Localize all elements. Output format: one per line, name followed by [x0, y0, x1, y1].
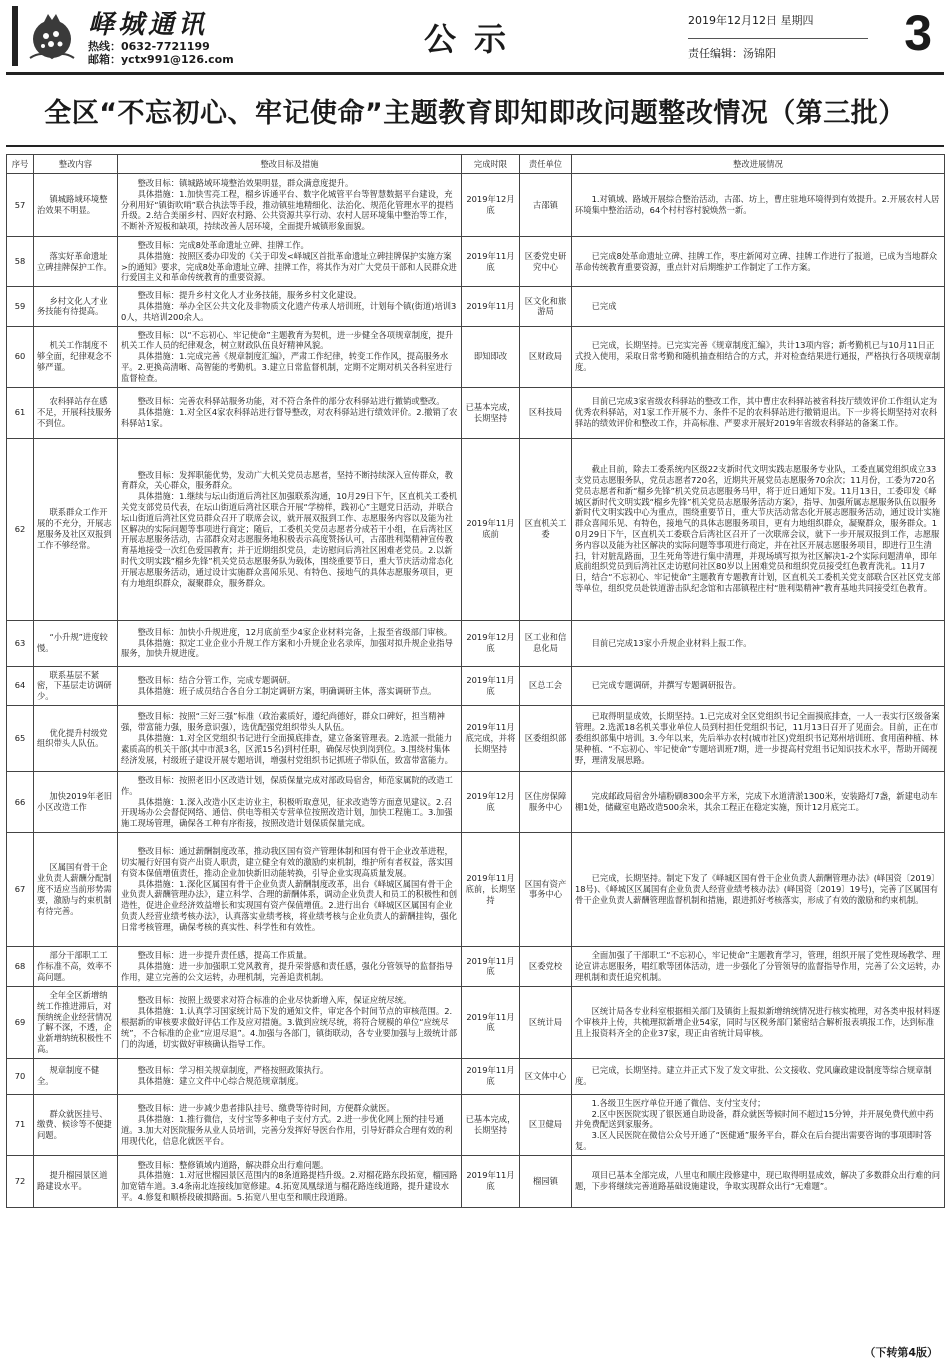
row-measures	[118, 620, 462, 666]
row-measures	[118, 1058, 462, 1094]
measure-line: 具体措施：建立文件中心综合规范规章制度。	[137, 1076, 304, 1087]
measure-line: 具体措施：1.完成完善《规章制度汇编》，严肃工作纪律，转变工作作风，提高服务水平。2.更换高清晰、高智能的考勤机。3.建立日常监督机制，定期不定期对机关各科室进行监督检查。	[121, 351, 453, 383]
progress-line: 全面加强了干部职工“不忘初心，牢记使命”主题教育学习，管理，组织开展了党性现场教学、理论宣讲志愿服务，唱红歌等团体活动，进一步强化了分管领导的监督指导作用，完善了公文运转，办理机制和责任追究机制。	[575, 950, 941, 982]
section-title: 公示	[424, 20, 525, 58]
row-measures	[118, 438, 462, 620]
row-index: 71	[7, 1094, 34, 1155]
row-content: 镇城路域环境整治效果不明显。	[34, 174, 118, 237]
row-timeline: 已基本完成，长期坚持	[462, 1094, 520, 1155]
row-progress	[572, 1058, 945, 1094]
table-row	[7, 287, 945, 326]
measure-line: 具体措施：1.对全区党组织书记进行全面摸底排查，建立备案管理表。2.选派一批能力素质高的机关干部(其中市派3名，区派15名)到村任职，确保尽快到岗到位。3.围绕村集体经济发展，村级班子建设开展专题培训，增强村党组织书记抓班子带队伍，致富带富能力。	[121, 733, 453, 765]
table-row	[7, 620, 945, 666]
row-unit: 区财政局	[520, 326, 572, 387]
responsible-editor: 责任编辑：汤锦阳	[688, 38, 868, 61]
paper-name: 峄城通讯	[88, 10, 209, 40]
progress-line: 已完成专题调研，并撰写专题调研报告。	[591, 680, 741, 691]
row-progress	[572, 237, 945, 287]
progress-line: 项目已基本全部完成，八里屯和顺庄段修建中，现已取得明显成效，解决了多数群众出行难的问题，下步将继续完善道路基础设施建设，争取实现群众出行“无难题”。	[575, 1170, 941, 1192]
row-timeline: 2019年11月底	[462, 666, 520, 705]
masthead	[6, 0, 944, 75]
measure-line: 具体措施：班子成员结合各自分工制定调研方案，明确调研主体，落实调研节点。	[137, 685, 437, 696]
measure-line: 整改目标：结合分管工作，完成专题调研。	[137, 674, 296, 685]
table-row	[7, 771, 945, 832]
measure-line: 具体措施：1.深化区属国有骨干企业负责人薪酬制度改革，出台《峄城区属国有骨干企业负责人薪酬管理办法》，建立科学、合理的薪酬体系，调动企业负责人和员工的积极性和创造性，促进企业经济效益增长和实现国有资产保值增值。2.进行出台《峄城区区属国有企业负责人经营业绩考核办法》，认真落实业绩考核，将业绩考核与企业负责人的薪酬挂钩，强化日常考核管理，确保考核的真实性、科学性和有效性。	[121, 878, 458, 932]
paper-contact	[88, 40, 234, 66]
row-content: 规章制度不健全。	[34, 1058, 118, 1094]
header-unit: 责任单位	[520, 155, 572, 174]
table-row	[7, 946, 945, 986]
row-measures	[118, 174, 462, 237]
measure-line: 整改目标：按照老旧小区改造计划，保质保量完成对部政局宿舍，师范家属院的改造工作。	[121, 774, 453, 796]
table-row	[7, 666, 945, 705]
table-row	[7, 326, 945, 387]
measure-line: 具体措施：1.推行微信，支付宝等多种电子支付方式。2.进一步优化网上预约挂号通道。3.加大对医院服务从业人员培训，完善分发挥好导医台作用，引导好群众合理有效的利用现代化，信息化就医平台。	[121, 1113, 453, 1146]
progress-line: 1.对镇域、路域开展综合整治活动，古邵、坊上，曹庄驻地环境得到有效提升。2.开展农村人居环境集中整治活动，64个村村容村貌焕然一新。	[575, 194, 940, 215]
row-progress	[572, 438, 945, 620]
measure-line: 整改目标：加快小升规进度，12月底前至少4家企业材料完备，上报至省级部门审核。	[137, 626, 453, 637]
row-unit: 区文体中心	[520, 1058, 572, 1094]
measure-line: 整改目标：按照上级要求对符合标准的企业尽快新增入库，保证应统尽统。	[137, 995, 412, 1006]
row-unit: 区住房保障服务中心	[520, 771, 572, 832]
measure-line: 具体措施：拟定工业企业小升规工作方案和小升规企业名录库，加强对拟升规企业指导服务，加快升规进度。	[121, 637, 453, 659]
row-timeline: 2019年12月底	[462, 771, 520, 832]
measure-line: 整改目标：通过薪酬制度改革，推动我区国有资产管理体制和国有骨干企业改革进程，切实履行好国有资产出资人职责，建立健全有效的激励约束机制，维护所有者权益，落实国有资本保值增值责任，推动企业加快新旧动能转换，引导企业实现高质量发展。	[121, 846, 453, 878]
rectification-table	[6, 154, 945, 1208]
row-index: 70	[7, 1058, 34, 1094]
row-progress	[572, 832, 945, 946]
progress-line: 已完成8处革命遗址立碑、挂牌工作，枣庄新闻对立碑、挂牌工作进行了报道，已成为当地群众革命传统教育重要资源，重点针对后期维护工作制定了工作方案。	[575, 250, 938, 272]
measure-line: 具体措施：1.继续与坛山街道后湾社区加强联系沟通，10月29日下午，区直机关工委机关党支部党员代表，在坛山街道后湾社区联合开展“学榜样，践初心”主题党日活动，并联合坛山街道后湾社区党员群众召开了联席会议，就开展双报到工作、志愿服务内容以及能为社区解决的实际问题等事项进行商定；随后，工委机关党员志愿者分成若干小组，在后湾社区开展志愿服务活动，古邵群众对志愿服务地积极表示高度赞扬认可，古邵胜利渠精神宣传教育基地接受一次红色爱国教育；并于近期组织党员，走访慰问后湾社区困难老党员。2.以新时代文明实践“榴乡先锋”机关党员志愿服务队为载体，围绕重要节日，重大节庆活动常态化开展志愿服务活动，通过设计实施群众喜闻乐见、有特色、接地气的具体志愿服务项目，更有力地组织群众，凝聚群众，服务群众。	[121, 491, 458, 588]
header-timeline: 完成时限	[462, 155, 520, 174]
progress-line: 区统计局各专业科室根据相关部门及镇街上报拟新增纳统情况进行核实梳理，对各类申报材料逐个审核并上传，共梳理拟新增企业54家，同时与区税务部门紧密结合解析报表填报工作，达到标准且上报资料齐全的企业37家，现正由省统计局审核。	[575, 1006, 941, 1038]
row-timeline: 即知即改	[462, 326, 520, 387]
header-progress: 整改进展情况	[572, 155, 945, 174]
row-unit: 区文化和旅游局	[520, 287, 572, 326]
row-progress	[572, 387, 945, 438]
table-row	[7, 986, 945, 1058]
row-index: 67	[7, 832, 34, 946]
measure-line: 具体措施：1.对全区4家农科驿站进行督导整改，对农科驿站进行绩效评价。2.撤销了农科驿站1家。	[121, 407, 458, 428]
row-measures	[118, 387, 462, 438]
row-progress	[572, 1094, 945, 1155]
measure-line: 整改目标：完成8处革命遗址立碑、挂牌工作。	[137, 240, 309, 250]
row-progress	[572, 986, 945, 1058]
row-timeline: 2019年11月底前，长期坚持	[462, 832, 520, 946]
measure-line: 整改目标：提升乡村文化人才业务技能，服务乡村文化建设。	[137, 290, 362, 301]
row-timeline: 2019年12月底	[462, 620, 520, 666]
row-content: 农科驿站存在感不足，开展科技服务不到位。	[34, 387, 118, 438]
hotline: 热线：0632-7721199	[88, 40, 210, 53]
measure-line: 整改目标：按照“三好三强”标准（政治素质好，遵纪尚德好，群众口碑好，担当精神强，带富能力强，服务意识强），选优配强党组织带头人队伍。	[121, 711, 445, 733]
row-index: 68	[7, 946, 34, 986]
header-content: 整改内容	[34, 155, 118, 174]
table-row	[7, 438, 945, 620]
table-row	[7, 387, 945, 438]
row-unit: 区委党校	[520, 946, 572, 986]
measure-line: 具体措施：1.对冠世榴园景区范围内的8条道路提档升级。2.对榴花路东段拓宽，榴园路加宽错车道。3.4条南北连接线加宽修建。4.拓宽凤凰绿道与榴花路连线道路，提升建设水平。4.修复和顺桥段破损路面。5.拓宽八里屯至和顺庄段道路。	[121, 1170, 458, 1202]
row-content: 区属国有骨干企业负责人薪酬分配制度不适应当前形势需要，激励与约束机制有待完善。	[34, 832, 118, 946]
row-index: 69	[7, 986, 34, 1058]
measure-line: 具体措施：举办全区公共文化及非物质文化遗产传承人培训班，计划每个镇(街道)培训30人，共培训200余人。	[121, 300, 457, 322]
row-index: 65	[7, 705, 34, 771]
measure-line: 整改目标：镇城路域环境整治效果明显，群众满意度提升。	[137, 178, 354, 188]
issue-date: 2019年12月12日 星期四	[688, 14, 814, 27]
row-index: 60	[7, 326, 34, 387]
row-measures	[118, 287, 462, 326]
row-measures	[118, 237, 462, 287]
progress-line: 目前已完成3家省级农科驿站的整改工作，其中曹庄农科驿站被省科技厅绩效评价工作组认定为优秀农科驿站，对1家工作开展不力、条件不足的农科驿站进行撤销退出。下一步将长期坚持对农科驿站的绩效评价和整改工作，并高标准、严要求开展好2019年省级农科驿站的备案工作。	[575, 396, 938, 428]
row-unit: 区统计局	[520, 986, 572, 1058]
measure-line: 具体措施：1.认真学习国家统计局下发的通知文件，审定各个时间节点的审核范围。2.根据新的审核要求做好评估工作及应对措施。3.做到应统尽统，将符合规模的单位“应统尽统”，不合标准的企业“应退尽退”。4.加强与各部门，镇街联动，各专业要加强与上级统计部门的沟通，切实做好审核确认指导工作。	[121, 1006, 458, 1049]
progress-line: 已完成，长期坚持。制定下发了《峄城区国有骨干企业负责人薪酬管理办法》(峄国资〔2019〕18号)、《峄城区区属国有企业负责人经营业绩考核办法》(峄国资〔2019〕19号)，完善了区属国有骨干企业负责人薪酬管理监督机制和措施，跟进抓好考核落实，形成了有效的激励和约束机制。	[575, 873, 940, 905]
row-progress	[572, 1155, 945, 1207]
row-measures	[118, 705, 462, 771]
row-progress	[572, 174, 945, 237]
row-measures	[118, 832, 462, 946]
row-unit: 区科技局	[520, 387, 572, 438]
row-unit: 区工业和信息化局	[520, 620, 572, 666]
email: 邮箱：yctx991@126.com	[88, 53, 234, 66]
pomegranate-emblem-icon	[24, 8, 80, 64]
headline	[6, 75, 944, 147]
row-content: 全年全区新增纳统工作推进滞后，对预纳统企业经营情况了解不深，不透，企业新增纳统积极性不高。	[34, 986, 118, 1058]
row-measures	[118, 326, 462, 387]
measure-line: 整改目标：学习相关规章制度，严格按照政策执行。	[137, 1065, 329, 1076]
row-measures	[118, 1094, 462, 1155]
row-content: 加快2019年老旧小区改造工作	[34, 771, 118, 832]
measure-line: 整改目标：进一步提升责任感，提高工作质量。	[137, 950, 312, 961]
row-unit: 区总工会	[520, 666, 572, 705]
row-progress	[572, 666, 945, 705]
measure-line: 具体措施：1.加快雪亮工程，榴乡诉通平台、数字化城管平台等智慧数据平台建设，充分利用好“镇街吹哨”联合执法等手段，推动镇驻地精细化、法治化、规范化管理水平的提档升级。2.结合美丽乡村、四好农村路、公共资源共享行动、农村人居环境集中整治等工作，不断补齐短板和缺项，持续改善人居环境，全面提升城镇形象面貌。	[121, 188, 454, 232]
row-timeline: 2019年11月底前	[462, 438, 520, 620]
measure-line: 整改目标：进一步减少患者排队挂号、缴费等待时间，方便群众就医。	[137, 1103, 395, 1114]
header-index: 序号	[7, 155, 34, 174]
row-progress	[572, 771, 945, 832]
table-body	[7, 174, 945, 1208]
progress-line: 已完成，长期坚持。已完实完善《规章制度汇编》，共计13项内容；新考勤机已与10月11日正式投入使用，采取日常考勤和随机抽查相结合的方式，并对检查结果进行通报，严格执行各项规章制度。	[575, 340, 941, 372]
row-content: 部分干部职工工作标准不高，效率不高问题。	[34, 946, 118, 986]
row-timeline: 2019年11月底	[462, 946, 520, 986]
row-progress	[572, 287, 945, 326]
row-timeline: 2019年12月底	[462, 174, 520, 237]
progress-line: 已完成	[591, 300, 617, 311]
row-index: 62	[7, 438, 34, 620]
measure-line: 整改目标：以“不忘初心、牢记使命”主题教育为契机，进一步健全各项规章制度，提升机关工作人员的纪律观念，树立财政队伍良好精神风貌。	[121, 329, 454, 351]
row-measures	[118, 986, 462, 1058]
progress-line: 2.区中医医院实现了银医通自助设备，群众就医等候时间不超过15分钟，并开展免费代煎中药并免费配送到家服务。	[575, 1108, 934, 1130]
row-timeline: 2019年11月底完成，并将长期坚持	[462, 705, 520, 771]
row-content: 提升榴园景区道路建设水平。	[34, 1155, 118, 1207]
row-progress	[572, 326, 945, 387]
row-content: 机关工作制度不够全面，纪律观念不够严谨。	[34, 326, 118, 387]
progress-line: 已取得明显成效，长期坚持。1.已完成对全区党组织书记全面摸底排查，一人一表实行区级备案管理。2.选派18名机关事业单位人员到村担任党组织书记，11月13日召开了见面会。目前，正在市委组织部集中培训。3.今年以来，先后举办农村(城市社区)党组织书记郑州培训班、食用菌种植、林果种植、“不忘初心、牢记使命”专题培训班7期，进一步提高村党组书记知识技术水平，帮助开阔视野，理清发展思路。	[575, 711, 940, 765]
table-header-row	[7, 155, 945, 174]
row-timeline: 已基本完成，长期坚持	[462, 387, 520, 438]
row-measures	[118, 771, 462, 832]
table-row	[7, 1058, 945, 1094]
row-progress	[572, 946, 945, 986]
masthead-meta	[688, 5, 938, 66]
row-index: 64	[7, 666, 34, 705]
row-unit: 榴园镇	[520, 1155, 572, 1207]
row-timeline: 2019年11月底	[462, 986, 520, 1058]
row-timeline: 2019年11月底	[462, 237, 520, 287]
header-measures: 整改目标及措施	[118, 155, 462, 174]
progress-line: 已完成，长期坚持。建立并正式下发了发文审批、公文接收、党风廉政建设制度等综合规章制度。	[575, 1065, 932, 1087]
progress-line: 1.各级卫生医疗单位开通了微信、支付宝支付；	[591, 1097, 766, 1108]
progress-line: 完成邮政局宿舍外墙粉刷8300余平方米，完成下水道清淤1300米，安装路灯7盏，新建电动车棚1处，储藏室电路改造500余米，其余工程正在稳定实施，预计12月底完工。	[575, 791, 938, 812]
masthead-brand	[12, 6, 262, 66]
row-unit: 区委党史研究中心	[520, 237, 572, 287]
measure-line: 具体措施：进一步加强职工党风教育，提升荣誉感和责任感，强化分管领导的监督指导作用，建立完善的公文运转，办理机制，完善追责机制。	[121, 961, 453, 982]
row-unit: 区直机关工委	[520, 438, 572, 620]
row-progress	[572, 705, 945, 771]
row-content: 落实好革命遗址立碑挂牌保护工作。	[34, 237, 118, 287]
row-timeline: 2019年11月底	[462, 1058, 520, 1094]
progress-line: 3.区人民医院在微信公众号开通了“医健通”服务平台，群众在后台提出需要咨询的事项即时答复。	[575, 1130, 932, 1151]
row-content: 联系群众工作开展的不充分，开展志愿服务及社区双报到工作不够经常。	[34, 438, 118, 620]
row-index: 72	[7, 1155, 34, 1207]
row-unit: 古邵镇	[520, 174, 572, 237]
row-index: 63	[7, 620, 34, 666]
row-unit: 区卫健局	[520, 1094, 572, 1155]
table-row	[7, 705, 945, 771]
row-index: 58	[7, 237, 34, 287]
row-content: 群众就医挂号、缴费、候诊等不便捷问题。	[34, 1094, 118, 1155]
row-measures	[118, 1155, 462, 1207]
row-index: 57	[7, 174, 34, 237]
row-measures	[118, 666, 462, 705]
row-index: 61	[7, 387, 34, 438]
measure-line: 整改目标：整修镇域内道路，解决群众出行难问题。	[137, 1159, 329, 1170]
row-unit: 区国有资产事务中心	[520, 832, 572, 946]
row-content: 联系基层不紧密，下基层走访调研少。	[34, 666, 118, 705]
progress-line: 截止目前，除去工委系统内区级22支新时代文明实践志愿服务专业队，工委直属党组织成立33支党员志愿服务队，党员志愿者720名，近期共开展党员志愿服务70余次；11月份，工委为720名党员志愿者和新“榴乡先锋”机关党员志愿服务马甲，将于近日通知下发。11月13日，工委印发《峄城区新时代文明实践“榴乡先锋”机关党员志愿服务活动方案》，指导、加强所属志愿服务队伍以服务新时代文明实践中心为重点，围绕重要节日，重大节庆活动常态化开展志愿服务活动，通过设计实施群众喜闻乐见、有特色，接地气的具体志愿服务项目，更有力地组织群众，凝聚群众，服务群众。10月29日下午，区直机关工委联合后湾社区召开了一次联席会议，就下一步开展双报到工作，志愿服务内容以及能为社区解决的实际问题等事项进行商定，并在社区开展志愿服务项目，即进行卫生清扫，针对脏乱路面，卫生死角等进行集中清理，并现场填写拟为社区解决1-2个实际问题清单，即年底前组织党员到后湾社区走访慰问社区80岁以上困难党员和组织党员接受红色教育洗礼。11月7日，结合“不忘初心、牢记使命”主题教育专题教育计划，区直机关工委机关党支部联合区社区党支部等单位，组织党员赴铁道游击队纪念馆和古邵镇程庄村“胜利渠精神”教育基地共同接受红色教育。	[575, 464, 941, 594]
row-index: 66	[7, 771, 34, 832]
measure-line: 具体措施：按照区委办印发的《关于印发<峄城区首批革命遗址立碑挂牌保护实施方案>的通知》要求，完成8处革命遗址立碑、挂牌工作，将其作为对广大党员干部和人民群众进行爱国主义和革命传统教育的重要资源。	[121, 250, 457, 283]
table-row	[7, 1094, 945, 1155]
page-number: 3	[904, 5, 932, 61]
measure-line: 具体措施：1.深入改造小区走访业主，积极听取意见，征求改造等方面意见建议。2.召开现场办公会督促网络、通信、供电等相关专营单位按照改造计划，加快工程施工。3.加强施工现场管理，确保各工种有序衔接，按照改造计划保质保量完成。	[121, 796, 453, 829]
measure-line: 整改目标：完善农科驿站服务功能，对不符合条件的部分农科驿站进行撤销或整改。	[137, 396, 445, 407]
measure-line: 整改目标：发挥职能优势，发动广大机关党员志愿者，坚持不断持续深入宣传群众，教育群众，关心群众，服务群众。	[121, 469, 453, 491]
progress-line: 目前已完成13家小升规企业材料上报工作。	[591, 637, 752, 648]
row-timeline: 2019年11月	[462, 287, 520, 326]
row-timeline: 2019年11月底	[462, 1155, 520, 1207]
page-title: 全区“不忘初心、牢记使命”主题教育即知即改问题整改情况（第三批）	[44, 97, 906, 129]
row-index: 59	[7, 287, 34, 326]
table-row	[7, 832, 945, 946]
masthead-bar	[12, 6, 18, 66]
table-row	[7, 174, 945, 237]
row-progress	[572, 620, 945, 666]
row-content: 优化提升村级党组织带头人队伍。	[34, 705, 118, 771]
row-content: “小升规”进度较慢。	[34, 620, 118, 666]
table-row	[7, 1155, 945, 1207]
row-content: 乡村文化人才业务技能有待提高。	[34, 287, 118, 326]
table-row	[7, 237, 945, 287]
row-unit: 区委组织部	[520, 705, 572, 771]
continued-note: （下转第4版）	[864, 1346, 938, 1359]
row-measures	[118, 946, 462, 986]
